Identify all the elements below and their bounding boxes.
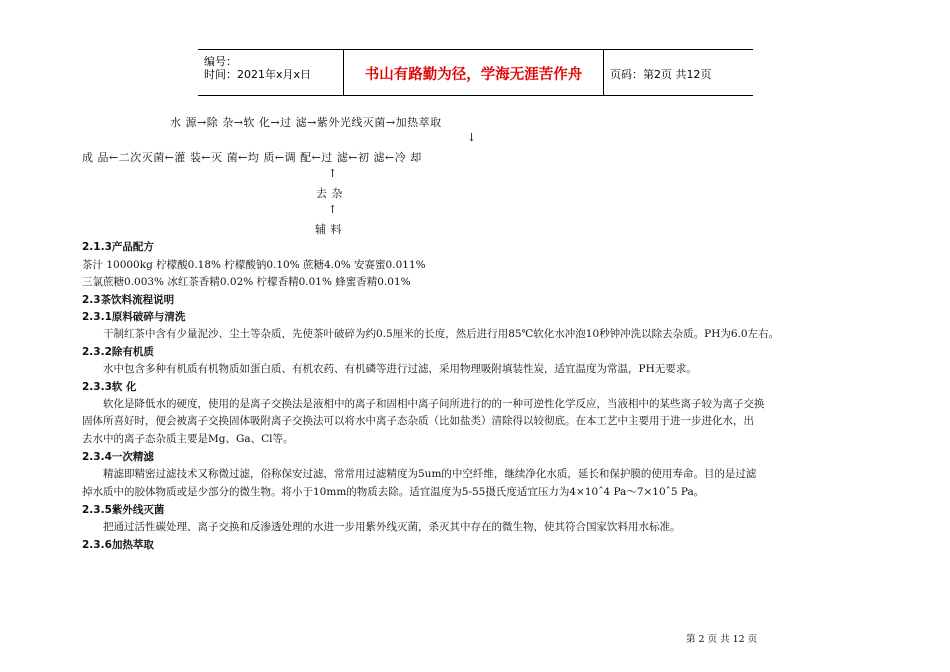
paragraph-2-3-4-line-2: 掉水质中的胶体物质或是少部分的微生物。将小于10mm的物质去除。适宜温度为5-55摄氏度适宜压力为4×10ˆ4 Pa～7×10ˆ5 Pa。 (82, 486, 705, 498)
heading-2-3-6: 2.3.6加热萃取 (82, 539, 154, 551)
paragraph-2-3-3-line-2: 固体所喜好时，便会被离子交换固体吸附离子交换法可以将水中离子态杂质（比如盐类）清除得以较彻底。在本工艺中主要用于进一步进化水，出 (82, 415, 754, 427)
code-label: 编号： (204, 55, 237, 68)
page-label: 页码：第2页 共12页 (610, 68, 712, 81)
paragraph-2-3-3-line-3: 去水中的离子态杂质主要是Mg、Ga、Cl等。 (82, 433, 294, 445)
page-header (198, 49, 753, 96)
formula-line-2: 三氯蔗糖0.003% 冰红茶香精0.02% 柠檬香精0.01% 蜂蜜香精0.01% (82, 276, 411, 288)
motto: 书山有路勤为径，学海无涯苦作舟 (364, 67, 583, 83)
paragraph-2-3-1: 干制红茶中含有少量泥沙、尘土等杂质，先使茶叶破碎为约0.5厘米的长度，然后进行用85℃软化水冲泡10秒钟冲洗以除去杂质。PH为6.0左右。 (103, 328, 780, 340)
formula-line-1: 茶汁 10000kg 柠檬酸0.18% 柠檬酸钠0.10% 蔗糖4.0% 安赛蜜0.011% (82, 259, 426, 271)
paragraph-2-3-4-line-1: 精滤即精密过滤技术又称微过滤，俗称保安过滤，常常用过滤精度为5um的中空纤维，继续净化水质，延长和保护膜的使用寿命。目的是过滤 (103, 468, 757, 480)
header-bottom-rule (198, 95, 753, 96)
header-divider-right (603, 49, 604, 96)
flow-row-1: 水 源→除 杂→软 化→过 滤→紫外光线灭菌→加热萃取 (170, 116, 442, 129)
heading-process: 2.3茶饮料流程说明 (82, 294, 175, 306)
paragraph-2-3-3-line-1: 软化是降低水的硬度，使用的是离子交换法是液相中的离子和固相中离子间所进行的的一种可逆性化学反应，当液相中的某些离子较为离子交换 (103, 398, 765, 410)
time-label: 时间：2021年x月x日 (204, 68, 312, 81)
header-top-rule (198, 49, 753, 50)
heading-2-3-2: 2.3.2除有机质 (82, 346, 154, 358)
flow-auxiliary: 辅 料 (315, 223, 342, 236)
page-footer: 第 2 页 共 12 页 (686, 634, 758, 645)
heading-2-3-3: 2.3.3软 化 (82, 381, 137, 393)
flow-up-arrow-2: ↑ (328, 203, 338, 216)
flow-row-2: 成 品←二次灭菌←灌 装←灭 菌←均 质←调 配←过 滤←初 滤←冷 却 (82, 151, 422, 164)
paragraph-2-3-5: 把通过活性碳处理、离子交换和反渗透处理的水进一步用紫外线灭菌，杀灭其中存在的微生物，使其符合国家饮料用水标准。 (103, 521, 681, 533)
header-divider-left (343, 49, 344, 96)
heading-2-3-1: 2.3.1原料破碎与清洗 (82, 311, 186, 323)
heading-formula: 2.1.3产品配方 (82, 241, 154, 253)
paragraph-2-3-2: 水中包含多种有机质有机物质如蛋白质、有机农药、有机磷等进行过滤，采用物理吸附填装性炭，适宜温度为常温，PH无要求。 (103, 363, 697, 375)
flow-up-arrow-1: ↑ (328, 167, 338, 180)
flow-down-arrow: ↓ (467, 131, 477, 144)
heading-2-3-5: 2.3.5紫外线灭菌 (82, 504, 165, 516)
heading-2-3-4: 2.3.4一次精滤 (82, 451, 154, 463)
flow-remove-impurity: 去 杂 (316, 187, 343, 200)
